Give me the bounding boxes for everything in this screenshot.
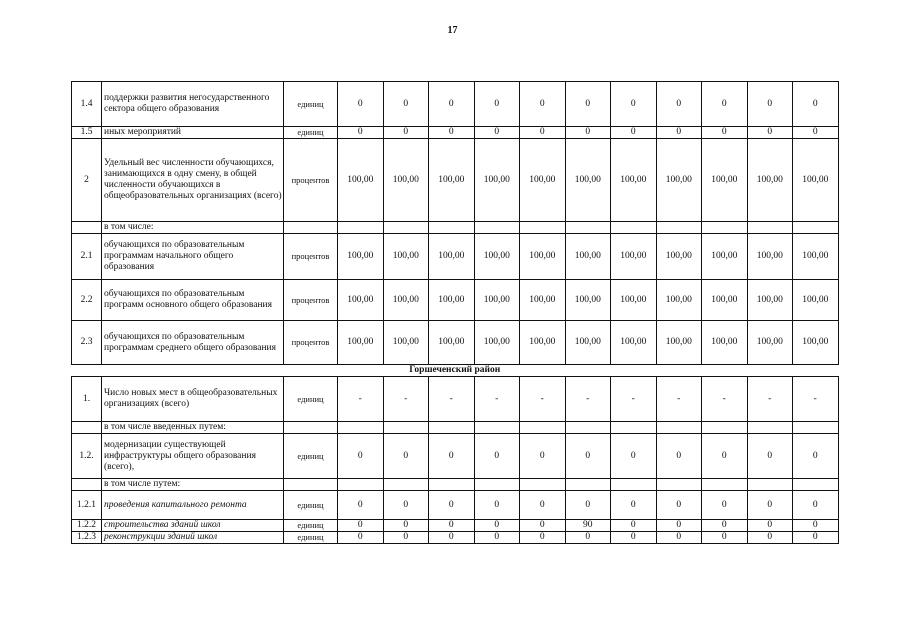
value-cell: 100,00 <box>747 139 793 222</box>
value-cell: 0 <box>793 82 839 127</box>
value-cell <box>520 222 566 234</box>
unit-cell: процентов <box>284 234 338 280</box>
value-cell: - <box>520 377 566 422</box>
value-cell: 100,00 <box>474 234 520 280</box>
value-cell: 100,00 <box>611 321 657 365</box>
unit-cell <box>284 479 338 491</box>
value-cell: 0 <box>474 82 520 127</box>
value-cell <box>747 422 793 434</box>
value-cell: 0 <box>702 532 748 544</box>
value-cell: 100,00 <box>520 139 566 222</box>
value-cell: 100,00 <box>793 321 839 365</box>
value-cell <box>702 222 748 234</box>
unit-cell: единиц <box>284 127 338 139</box>
value-cell: 100,00 <box>747 321 793 365</box>
value-cell <box>656 479 702 491</box>
unit-cell: процентов <box>284 321 338 365</box>
table-row <box>72 422 839 434</box>
unit-cell <box>284 222 338 234</box>
value-cell <box>520 422 566 434</box>
value-cell: 0 <box>429 532 475 544</box>
value-cell <box>747 222 793 234</box>
value-cell: 100,00 <box>611 234 657 280</box>
indicator-name: в том числе путем: <box>102 479 284 491</box>
row-number: 1.2. <box>72 434 102 479</box>
indicator-name: строительства зданий школ <box>102 520 284 532</box>
value-cell: 0 <box>611 491 657 520</box>
value-cell: 0 <box>429 127 475 139</box>
value-cell: 0 <box>656 520 702 532</box>
section-row <box>72 365 839 377</box>
value-cell <box>793 479 839 491</box>
indicator-name: Удельный вес численности обучающихся, занимающихся в одну смену, в общей численности обучающихся в общеобразовательных организациях (всего) <box>102 139 284 222</box>
row-number <box>72 479 102 491</box>
value-cell: 100,00 <box>611 280 657 321</box>
value-cell: 100,00 <box>520 321 566 365</box>
value-cell <box>429 479 475 491</box>
value-cell: 100,00 <box>383 139 429 222</box>
page-number: 17 <box>447 25 458 36</box>
value-cell: 0 <box>383 532 429 544</box>
value-cell: 100,00 <box>565 321 611 365</box>
value-cell: 0 <box>520 127 566 139</box>
value-cell: 0 <box>474 520 520 532</box>
indicator-name: в том числе введенных путем: <box>102 422 284 434</box>
table-row <box>72 234 839 280</box>
value-cell: 100,00 <box>520 234 566 280</box>
value-cell: 0 <box>429 82 475 127</box>
indicator-name: обучающихся по образовательным программам начального общего образования <box>102 234 284 280</box>
value-cell: 0 <box>611 82 657 127</box>
value-cell: 0 <box>520 520 566 532</box>
value-cell: 0 <box>474 532 520 544</box>
value-cell <box>338 479 384 491</box>
value-cell: 100,00 <box>565 280 611 321</box>
row-number: 2 <box>72 139 102 222</box>
value-cell <box>793 422 839 434</box>
value-cell: 100,00 <box>383 280 429 321</box>
value-cell: 0 <box>747 127 793 139</box>
value-cell <box>474 222 520 234</box>
value-cell: 100,00 <box>656 234 702 280</box>
value-cell: 100,00 <box>793 139 839 222</box>
value-cell: 0 <box>702 82 748 127</box>
value-cell: - <box>429 377 475 422</box>
value-cell: 100,00 <box>474 321 520 365</box>
value-cell: 0 <box>793 532 839 544</box>
value-cell: 0 <box>565 491 611 520</box>
value-cell: 0 <box>383 82 429 127</box>
unit-cell: процентов <box>284 139 338 222</box>
value-cell: - <box>474 377 520 422</box>
value-cell: 100,00 <box>565 139 611 222</box>
value-cell: 0 <box>793 434 839 479</box>
value-cell: - <box>383 377 429 422</box>
value-cell: 0 <box>611 434 657 479</box>
indicator-name: реконструкции зданий школ <box>102 532 284 544</box>
value-cell: 0 <box>520 434 566 479</box>
unit-cell: единиц <box>284 377 338 422</box>
table-row <box>72 377 839 422</box>
value-cell: - <box>656 377 702 422</box>
value-cell: 0 <box>565 127 611 139</box>
value-cell <box>474 422 520 434</box>
value-cell <box>565 422 611 434</box>
value-cell: 0 <box>656 127 702 139</box>
indicators-table <box>71 81 839 544</box>
value-cell: 0 <box>520 532 566 544</box>
value-cell: 0 <box>611 520 657 532</box>
value-cell: 0 <box>520 82 566 127</box>
value-cell: 0 <box>383 434 429 479</box>
value-cell: - <box>747 377 793 422</box>
value-cell: 100,00 <box>702 321 748 365</box>
indicator-name: модернизации существующей инфраструктуры общего образования (всего), <box>102 434 284 479</box>
value-cell: 0 <box>565 532 611 544</box>
indicator-name: в том числе: <box>102 222 284 234</box>
value-cell: 100,00 <box>702 280 748 321</box>
value-cell: 100,00 <box>611 139 657 222</box>
value-cell: 100,00 <box>383 321 429 365</box>
value-cell <box>611 222 657 234</box>
value-cell: 0 <box>656 491 702 520</box>
indicator-name: обучающихся по образовательным программам среднего общего образования <box>102 321 284 365</box>
value-cell: 0 <box>474 491 520 520</box>
value-cell: 0 <box>429 520 475 532</box>
value-cell <box>474 479 520 491</box>
indicator-name: проведения капитального ремонта <box>102 491 284 520</box>
value-cell: 0 <box>565 434 611 479</box>
value-cell: 100,00 <box>429 321 475 365</box>
table-row <box>72 127 839 139</box>
value-cell: - <box>611 377 657 422</box>
row-number: 1.4 <box>72 82 102 127</box>
value-cell <box>611 422 657 434</box>
value-cell: 0 <box>702 434 748 479</box>
value-cell <box>338 422 384 434</box>
value-cell: 100,00 <box>474 139 520 222</box>
value-cell: 0 <box>429 434 475 479</box>
value-cell: 100,00 <box>656 321 702 365</box>
table-row <box>72 434 839 479</box>
value-cell <box>656 422 702 434</box>
value-cell: 100,00 <box>702 139 748 222</box>
value-cell <box>338 222 384 234</box>
row-number: 1.2.2 <box>72 520 102 532</box>
row-number: 2.3 <box>72 321 102 365</box>
value-cell: - <box>338 377 384 422</box>
value-cell: 0 <box>702 127 748 139</box>
unit-cell: процентов <box>284 280 338 321</box>
value-cell: 100,00 <box>429 234 475 280</box>
value-cell: 0 <box>338 82 384 127</box>
row-number: 2.1 <box>72 234 102 280</box>
section-title: Горшеченский район <box>72 365 839 377</box>
table-row <box>72 280 839 321</box>
value-cell: 0 <box>383 491 429 520</box>
value-cell <box>793 222 839 234</box>
value-cell <box>656 222 702 234</box>
value-cell: 0 <box>747 491 793 520</box>
value-cell <box>702 479 748 491</box>
row-number <box>72 422 102 434</box>
table-row <box>72 222 839 234</box>
unit-cell: единиц <box>284 491 338 520</box>
unit-cell: единиц <box>284 434 338 479</box>
value-cell <box>383 222 429 234</box>
value-cell: 0 <box>474 127 520 139</box>
value-cell <box>565 222 611 234</box>
indicator-name: поддержки развития негосударственного сектора общего образования <box>102 82 284 127</box>
row-number: 1.5 <box>72 127 102 139</box>
value-cell: 100,00 <box>383 234 429 280</box>
value-cell: - <box>702 377 748 422</box>
value-cell: 0 <box>338 491 384 520</box>
value-cell: 0 <box>793 127 839 139</box>
value-cell: 100,00 <box>474 280 520 321</box>
value-cell: 0 <box>793 491 839 520</box>
value-cell: 0 <box>338 520 384 532</box>
value-cell: 100,00 <box>338 234 384 280</box>
value-cell: 0 <box>338 532 384 544</box>
value-cell: 100,00 <box>747 280 793 321</box>
table-row <box>72 321 839 365</box>
value-cell <box>383 479 429 491</box>
value-cell: 100,00 <box>656 280 702 321</box>
value-cell: 0 <box>383 127 429 139</box>
value-cell: 100,00 <box>429 139 475 222</box>
table-row <box>72 532 839 544</box>
unit-cell <box>284 422 338 434</box>
value-cell: 100,00 <box>656 139 702 222</box>
value-cell: - <box>793 377 839 422</box>
value-cell: 100,00 <box>520 280 566 321</box>
value-cell: 100,00 <box>747 234 793 280</box>
value-cell: 0 <box>747 520 793 532</box>
value-cell: 100,00 <box>338 280 384 321</box>
value-cell: 100,00 <box>429 280 475 321</box>
value-cell: 0 <box>793 520 839 532</box>
table-row <box>72 479 839 491</box>
row-number: 2.2 <box>72 280 102 321</box>
value-cell <box>565 479 611 491</box>
value-cell: 100,00 <box>793 234 839 280</box>
value-cell <box>429 222 475 234</box>
value-cell: 0 <box>565 82 611 127</box>
value-cell: 100,00 <box>793 280 839 321</box>
table-row <box>72 491 839 520</box>
value-cell: 0 <box>383 520 429 532</box>
value-cell <box>383 422 429 434</box>
indicator-name: обучающихся по образовательным программ основного общего образования <box>102 280 284 321</box>
value-cell: 0 <box>611 127 657 139</box>
indicator-name: Число новых мест в общеобразовательных организациях (всего) <box>102 377 284 422</box>
value-cell: 100,00 <box>338 321 384 365</box>
value-cell: 100,00 <box>565 234 611 280</box>
value-cell: 0 <box>747 82 793 127</box>
indicator-name: иных мероприятий <box>102 127 284 139</box>
value-cell: 0 <box>429 491 475 520</box>
value-cell: - <box>565 377 611 422</box>
value-cell: 0 <box>656 532 702 544</box>
value-cell <box>611 479 657 491</box>
unit-cell: единиц <box>284 82 338 127</box>
value-cell <box>520 479 566 491</box>
value-cell: 0 <box>338 434 384 479</box>
value-cell: 90 <box>565 520 611 532</box>
table-row <box>72 520 839 532</box>
value-cell: 0 <box>474 434 520 479</box>
value-cell: 0 <box>338 127 384 139</box>
unit-cell: единиц <box>284 532 338 544</box>
value-cell: 0 <box>702 520 748 532</box>
table-row <box>72 139 839 222</box>
value-cell: 0 <box>656 434 702 479</box>
unit-cell: единиц <box>284 520 338 532</box>
row-number: 1.2.1 <box>72 491 102 520</box>
value-cell: 0 <box>656 82 702 127</box>
table-row <box>72 82 839 127</box>
value-cell <box>747 479 793 491</box>
row-number: 1. <box>72 377 102 422</box>
value-cell: 0 <box>747 434 793 479</box>
value-cell: 0 <box>611 532 657 544</box>
value-cell <box>702 422 748 434</box>
value-cell: 0 <box>520 491 566 520</box>
value-cell: 100,00 <box>338 139 384 222</box>
value-cell <box>429 422 475 434</box>
value-cell: 0 <box>747 532 793 544</box>
row-number <box>72 222 102 234</box>
row-number: 1.2.3 <box>72 532 102 544</box>
value-cell: 0 <box>702 491 748 520</box>
value-cell: 100,00 <box>702 234 748 280</box>
